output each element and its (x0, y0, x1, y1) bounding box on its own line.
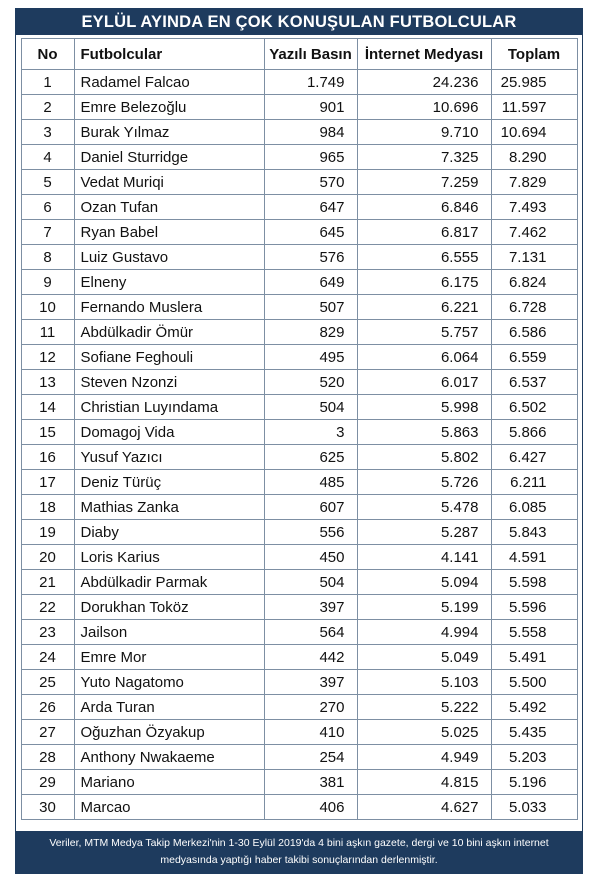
cell-print: 576 (264, 245, 357, 270)
cell-no: 15 (21, 420, 74, 445)
cell-player: Anthony Nwakaeme (74, 745, 264, 770)
cell-player: Domagoj Vida (74, 420, 264, 445)
cell-print: 564 (264, 620, 357, 645)
cell-print: 1.749 (264, 70, 357, 95)
cell-total: 5.491 (491, 645, 577, 670)
cell-print: 647 (264, 195, 357, 220)
table-row (21, 595, 577, 620)
table-row (21, 420, 577, 445)
cell-total: 5.596 (491, 595, 577, 620)
cell-no: 26 (21, 695, 74, 720)
cell-internet: 4.994 (357, 620, 491, 645)
cell-print: 270 (264, 695, 357, 720)
column-header-total: Toplam (491, 39, 577, 70)
cell-internet: 7.259 (357, 170, 491, 195)
table-row (21, 670, 577, 695)
cell-no: 20 (21, 545, 74, 570)
table-row (21, 695, 577, 720)
cell-player: Christian Luyındama (74, 395, 264, 420)
players-table (21, 38, 578, 820)
cell-print: 520 (264, 370, 357, 395)
cell-internet: 5.802 (357, 445, 491, 470)
cell-player: Yuto Nagatomo (74, 670, 264, 695)
cell-internet: 4.627 (357, 795, 491, 820)
cell-player: Fernando Muslera (74, 295, 264, 320)
cell-print: 381 (264, 770, 357, 795)
column-header-players: Futbolcular (74, 39, 264, 70)
column-header-internet: İnternet Medyası (357, 39, 491, 70)
cell-total: 5.500 (491, 670, 577, 695)
cell-total: 5.492 (491, 695, 577, 720)
cell-player: Abdülkadir Parmak (74, 570, 264, 595)
cell-internet: 5.049 (357, 645, 491, 670)
table-row (21, 345, 577, 370)
table-row (21, 320, 577, 345)
cell-player: Oğuzhan Özyakup (74, 720, 264, 745)
table-row (21, 645, 577, 670)
cell-total: 7.462 (491, 220, 577, 245)
cell-no: 13 (21, 370, 74, 395)
cell-player: Steven Nzonzi (74, 370, 264, 395)
cell-internet: 4.141 (357, 545, 491, 570)
cell-print: 984 (264, 120, 357, 145)
cell-player: Emre Mor (74, 645, 264, 670)
cell-print: 442 (264, 645, 357, 670)
cell-internet: 6.064 (357, 345, 491, 370)
cell-total: 6.427 (491, 445, 577, 470)
cell-no: 23 (21, 620, 74, 645)
cell-player: Loris Karius (74, 545, 264, 570)
cell-no: 4 (21, 145, 74, 170)
table-row (21, 120, 577, 145)
cell-no: 12 (21, 345, 74, 370)
cell-internet: 24.236 (357, 70, 491, 95)
cell-total: 6.211 (491, 470, 577, 495)
cell-print: 649 (264, 270, 357, 295)
cell-total: 11.597 (491, 95, 577, 120)
table-row (21, 395, 577, 420)
footnote: Veriler, MTM Medya Takip Merkezi'nin 1-30 Eylül 2019'da 4 bini aşkın gazete, dergi ve 10 bini aşkın internet medyasında yaptığı haber takibi sonuçlarından derlenmiştir. (16, 831, 582, 873)
cell-total: 6.728 (491, 295, 577, 320)
cell-print: 645 (264, 220, 357, 245)
cell-total: 5.203 (491, 745, 577, 770)
cell-no: 1 (21, 70, 74, 95)
cell-no: 30 (21, 795, 74, 820)
cell-no: 18 (21, 495, 74, 520)
cell-no: 27 (21, 720, 74, 745)
cell-player: Abdülkadir Ömür (74, 320, 264, 345)
table-row (21, 370, 577, 395)
cell-internet: 6.221 (357, 295, 491, 320)
cell-player: Daniel Sturridge (74, 145, 264, 170)
cell-total: 5.843 (491, 520, 577, 545)
cell-total: 7.493 (491, 195, 577, 220)
table-row (21, 220, 577, 245)
cell-internet: 4.815 (357, 770, 491, 795)
cell-player: Luiz Gustavo (74, 245, 264, 270)
cell-print: 829 (264, 320, 357, 345)
cell-print: 507 (264, 295, 357, 320)
cell-player: Deniz Türüç (74, 470, 264, 495)
table-row (21, 195, 577, 220)
cell-player: Jailson (74, 620, 264, 645)
cell-print: 570 (264, 170, 357, 195)
cell-no: 2 (21, 95, 74, 120)
cell-internet: 5.863 (357, 420, 491, 445)
cell-no: 25 (21, 670, 74, 695)
column-header-no: No (21, 39, 74, 70)
cell-total: 5.558 (491, 620, 577, 645)
cell-no: 28 (21, 745, 74, 770)
table-row (21, 520, 577, 545)
table-row (21, 495, 577, 520)
cell-print: 965 (264, 145, 357, 170)
cell-print: 556 (264, 520, 357, 545)
cell-no: 19 (21, 520, 74, 545)
cell-internet: 5.478 (357, 495, 491, 520)
cell-no: 17 (21, 470, 74, 495)
cell-internet: 4.949 (357, 745, 491, 770)
cell-total: 7.131 (491, 245, 577, 270)
cell-no: 29 (21, 770, 74, 795)
cell-player: Dorukhan Toköz (74, 595, 264, 620)
cell-total: 6.559 (491, 345, 577, 370)
cell-internet: 10.696 (357, 95, 491, 120)
cell-internet: 5.094 (357, 570, 491, 595)
cell-player: Mathias Zanka (74, 495, 264, 520)
cell-no: 7 (21, 220, 74, 245)
cell-player: Emre Belezoğlu (74, 95, 264, 120)
cell-no: 8 (21, 245, 74, 270)
cell-print: 901 (264, 95, 357, 120)
cell-no: 24 (21, 645, 74, 670)
cell-total: 6.586 (491, 320, 577, 345)
cell-total: 5.866 (491, 420, 577, 445)
cell-player: Burak Yılmaz (74, 120, 264, 145)
cell-player: Arda Turan (74, 695, 264, 720)
table-row (21, 170, 577, 195)
cell-player: Marcao (74, 795, 264, 820)
cell-total: 25.985 (491, 70, 577, 95)
table-row (21, 570, 577, 595)
cell-print: 625 (264, 445, 357, 470)
table-row (21, 145, 577, 170)
cell-internet: 9.710 (357, 120, 491, 145)
cell-internet: 5.287 (357, 520, 491, 545)
cell-internet: 6.817 (357, 220, 491, 245)
table-row (21, 270, 577, 295)
table-row (21, 445, 577, 470)
header-row (21, 39, 577, 70)
cell-internet: 6.017 (357, 370, 491, 395)
cell-total: 7.829 (491, 170, 577, 195)
cell-internet: 5.757 (357, 320, 491, 345)
cell-no: 5 (21, 170, 74, 195)
cell-print: 495 (264, 345, 357, 370)
cell-internet: 7.325 (357, 145, 491, 170)
cell-print: 254 (264, 745, 357, 770)
cell-player: Radamel Falcao (74, 70, 264, 95)
table-row (21, 620, 577, 645)
table-frame (15, 8, 583, 874)
cell-total: 5.033 (491, 795, 577, 820)
table-row (21, 470, 577, 495)
cell-internet: 5.103 (357, 670, 491, 695)
cell-total: 5.598 (491, 570, 577, 595)
cell-print: 504 (264, 570, 357, 595)
table-row (21, 245, 577, 270)
cell-no: 22 (21, 595, 74, 620)
cell-total: 6.085 (491, 495, 577, 520)
cell-total: 5.435 (491, 720, 577, 745)
cell-total: 5.196 (491, 770, 577, 795)
cell-internet: 6.175 (357, 270, 491, 295)
cell-print: 410 (264, 720, 357, 745)
cell-internet: 5.025 (357, 720, 491, 745)
cell-player: Mariano (74, 770, 264, 795)
cell-total: 8.290 (491, 145, 577, 170)
cell-internet: 6.555 (357, 245, 491, 270)
cell-print: 504 (264, 395, 357, 420)
column-header-print: Yazılı Basın (264, 39, 357, 70)
table-row (21, 95, 577, 120)
cell-no: 14 (21, 395, 74, 420)
cell-player: Ozan Tufan (74, 195, 264, 220)
table-row (21, 70, 577, 95)
table-body (21, 70, 577, 820)
cell-total: 6.824 (491, 270, 577, 295)
cell-total: 6.537 (491, 370, 577, 395)
cell-internet: 6.846 (357, 195, 491, 220)
cell-no: 21 (21, 570, 74, 595)
cell-print: 485 (264, 470, 357, 495)
cell-no: 3 (21, 120, 74, 145)
cell-player: Yusuf Yazıcı (74, 445, 264, 470)
table-row (21, 545, 577, 570)
table-row (21, 295, 577, 320)
cell-player: Diaby (74, 520, 264, 545)
cell-no: 9 (21, 270, 74, 295)
cell-print: 397 (264, 670, 357, 695)
cell-total: 4.591 (491, 545, 577, 570)
cell-player: Sofiane Feghouli (74, 345, 264, 370)
cell-no: 10 (21, 295, 74, 320)
cell-player: Vedat Muriqi (74, 170, 264, 195)
table-row (21, 795, 577, 820)
cell-total: 6.502 (491, 395, 577, 420)
cell-no: 6 (21, 195, 74, 220)
table-row (21, 720, 577, 745)
cell-player: Elneny (74, 270, 264, 295)
cell-internet: 5.222 (357, 695, 491, 720)
cell-internet: 5.998 (357, 395, 491, 420)
cell-internet: 5.726 (357, 470, 491, 495)
cell-internet: 5.199 (357, 595, 491, 620)
cell-no: 16 (21, 445, 74, 470)
cell-player: Ryan Babel (74, 220, 264, 245)
cell-print: 450 (264, 545, 357, 570)
cell-print: 607 (264, 495, 357, 520)
cell-print: 397 (264, 595, 357, 620)
table-title: EYLÜL AYINDA EN ÇOK KONUŞULAN FUTBOLCULAR (16, 9, 582, 35)
cell-total: 10.694 (491, 120, 577, 145)
cell-no: 11 (21, 320, 74, 345)
table-row (21, 770, 577, 795)
cell-print: 406 (264, 795, 357, 820)
cell-print: 3 (264, 420, 357, 445)
table-row (21, 745, 577, 770)
